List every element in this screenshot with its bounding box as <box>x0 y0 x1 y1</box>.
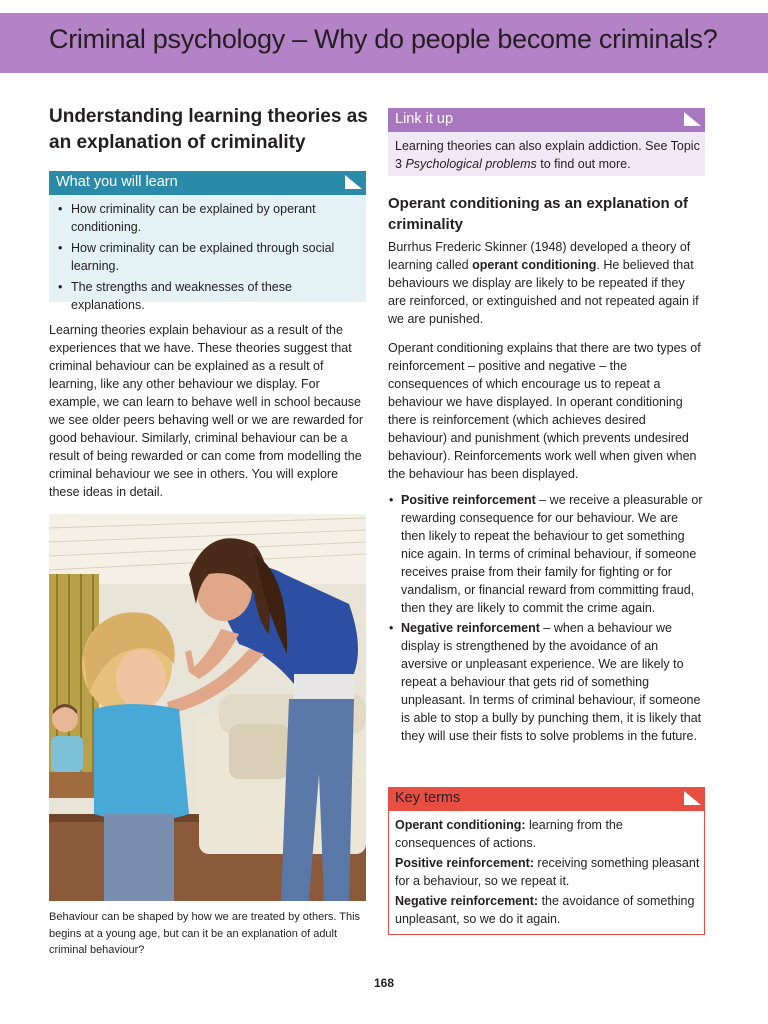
key-terms-list <box>395 816 700 930</box>
key-terms-box <box>388 787 705 935</box>
intro-paragraph: Learning theories explain behaviour as a result of the experiences that we have. These theories suggest that criminal behaviour can be explained as a result of learning, like any other behaviour we display. For example, we can learn to behave well in school because we see older peers behaving well or we are rewarded for good behaviour. Similarly, criminal behaviour can be a result of being rewarded or can come from modelling the criminal behaviour we see in others. You will explore these ideas in detail. <box>49 323 364 499</box>
learn-box-label: What you will learn <box>56 174 178 190</box>
key-term-item: Positive reinforcement: receiving something pleasant for a behaviour, so we repeat it. <box>395 856 700 888</box>
photo-caption: Behaviour can be shaped by how we are treated by others. This begins at a young age, but can it be an explanation of adult criminal behaviour? <box>49 911 361 956</box>
link-box-text: Learning theories can also explain addiction. See Topic 3 Psychological problems to find out more. <box>395 139 700 171</box>
list-item: • The strengths and weaknesses of these explanations. <box>57 278 362 314</box>
reinforcement-list <box>388 491 705 747</box>
section-heading: Understanding learning theories as an explanation of criminality <box>49 106 368 153</box>
key-term-item: Operant conditioning: learning from the consequences of actions. <box>395 818 623 850</box>
what-you-will-learn-box <box>49 171 366 312</box>
key-terms-label: Key terms <box>395 790 461 806</box>
skinner-paragraph: Burrhus Frederic Skinner (1948) developed a theory of learning called operant conditioning. He believed that behaviours we display are likely to be repeated if they are reinforced, or extinguished and not repeated again if we are punished. <box>388 240 699 326</box>
corner-triangle-icon <box>684 791 701 805</box>
key-term-item: Negative reinforcement: the avoidance of something unpleasant, so we do it again. <box>395 894 695 926</box>
photo-mother-child-icon <box>49 514 366 901</box>
list-item: • How criminality can be explained by operant conditioning. <box>57 200 362 236</box>
operant-conditioning-heading: Operant conditioning as an explanation of criminality <box>388 195 689 233</box>
corner-triangle-icon <box>345 175 362 189</box>
link-box-header <box>388 108 705 132</box>
link-box-label: Link it up <box>395 111 454 127</box>
list-item: • Positive reinforcement – we receive a pleasurable or rewarding consequence for our behaviour. We are then likely to repeat the behaviour to get something nice again. In terms of criminal behaviour, if someone receives praise from their family for fighting or for vandalism, or financial reward from committing fraud, then they are likely to commit the crime again. <box>388 491 705 617</box>
list-item: • Negative reinforcement – when a behaviour we display is strengthened by the avoidance of an aversive or unpleasant experience. We are likely to repeat a behaviour that gets rid of something unpleasant. In terms of criminal behaviour, if someone is able to stop a bully by punching them, it is likely that they will use their fists to solve problems in the future. <box>388 619 705 745</box>
learn-list <box>57 200 362 317</box>
page-title: Criminal psychology – Why do people become criminals? <box>49 24 718 54</box>
key-terms-header <box>388 787 705 811</box>
list-item: • How criminality can be explained through social learning. <box>57 239 362 275</box>
corner-triangle-icon <box>684 112 701 126</box>
page-number: 168 <box>373 976 395 990</box>
learn-box-header <box>49 171 366 195</box>
link-it-up-box <box>388 108 705 176</box>
reinforcement-paragraph: Operant conditioning explains that there are two types of reinforcement – positive and negative – the consequences of which encourage us to repeat a behaviour we have displayed. In operant conditioning there is reinforcement (which achieves desired behaviour) and punishment (which prevents undesired behaviour). Reinforcements work well when given when the behaviour has been displayed. <box>388 341 701 481</box>
